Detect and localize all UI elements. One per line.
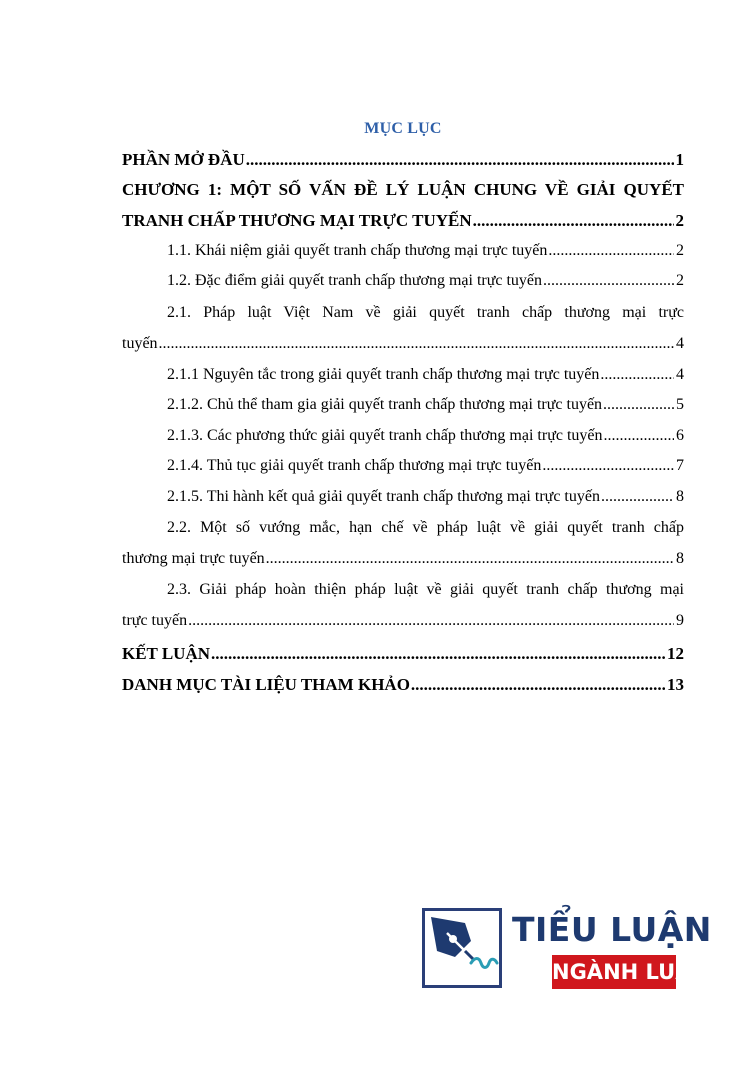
- logo-subtitle: NGÀNH LUẬT: [552, 955, 676, 989]
- toc-entry-1-2[interactable]: [167, 271, 684, 291]
- toc-entry-label: 2.1.5. Thi hành kết quả giải quyết tranh chấp thương mại trực tuyến: [167, 488, 600, 505]
- toc-entry-label: thương mại trực tuyến: [122, 550, 265, 567]
- toc-entry-page: 6: [676, 427, 684, 444]
- dot-leader: [159, 334, 674, 354]
- dot-leader: [548, 241, 674, 261]
- toc-entry-2-1-4[interactable]: [167, 456, 684, 476]
- toc-entry-chapter1[interactable]: [122, 211, 684, 231]
- dot-leader: [246, 150, 674, 170]
- dot-leader: [603, 395, 674, 415]
- dot-leader: [600, 365, 674, 385]
- toc-entry-label: tuyến: [122, 335, 158, 352]
- dot-leader: [604, 426, 674, 446]
- toc-entry-2-1[interactable]: [122, 334, 684, 354]
- toc-entry-2-1-1[interactable]: [167, 365, 684, 385]
- toc-entry-2-2-line1[interactable]: 2.2. Một số vướng mắc, hạn chế về pháp luật về giải quyết tranh chấp: [167, 519, 684, 536]
- toc-entry-label: PHẦN MỞ ĐẦU: [122, 150, 245, 169]
- toc-entry-page: 1: [675, 150, 684, 169]
- toc-entry-label: KẾT LUẬN: [122, 644, 211, 663]
- toc-entry-page: 8: [676, 550, 684, 567]
- toc-entry-label: trực tuyến: [122, 612, 188, 629]
- toc-entry-2-1-3[interactable]: [167, 426, 684, 446]
- dot-leader: [411, 675, 665, 695]
- logo-title: TIỂU LUẬN: [512, 910, 712, 949]
- dot-leader: [266, 549, 674, 569]
- toc-entry-2-3-line1[interactable]: 2.3. Giải pháp hoàn thiện pháp luật về giải quyết tranh chấp thương mại: [167, 581, 684, 598]
- tieu-luan-logo: [422, 908, 712, 990]
- dot-leader: [188, 611, 674, 631]
- toc-entry-2-3[interactable]: [122, 611, 684, 631]
- dot-leader: [543, 271, 674, 291]
- toc-entry-2-2[interactable]: [122, 549, 684, 569]
- toc-entry-label: 2.1.3. Các phương thức giải quyết tranh chấp thương mại trực tuyến: [167, 427, 603, 444]
- toc-entry-label: DANH MỤC TÀI LIỆU THAM KHẢO: [122, 675, 410, 694]
- toc-entry-page: 2: [675, 211, 684, 230]
- dot-leader: [601, 487, 674, 507]
- toc-entry-label: 2.1.1 Nguyên tắc trong giải quyết tranh chấp thương mại trực tuyến: [167, 366, 600, 383]
- toc-entry-conclusion[interactable]: [122, 644, 684, 664]
- toc-entry-page: 13: [667, 675, 684, 694]
- toc-entry-label: 2.1.4. Thủ tục giải quyết tranh chấp thương mại trực tuyến: [167, 457, 542, 474]
- toc-entry-page: 5: [676, 396, 684, 413]
- toc-entry-references[interactable]: [122, 675, 684, 695]
- toc-entry-label: TRANH CHẤP THƯƠNG MẠI TRỰC TUYẾN: [122, 211, 472, 230]
- toc-entry-page: 2: [676, 242, 684, 259]
- toc-entry-page: 7: [676, 457, 684, 474]
- dot-leader: [473, 211, 674, 231]
- fountain-pen-icon: [422, 908, 502, 988]
- dot-leader: [211, 644, 665, 664]
- toc-entry-1-1[interactable]: [167, 241, 684, 261]
- toc-entry-label: 1.1. Khái niệm giải quyết tranh chấp thương mại trực tuyến: [167, 242, 548, 259]
- toc-entry-label: 1.2. Đặc điểm giải quyết tranh chấp thương mại trực tuyến: [167, 272, 543, 289]
- toc-entry-page: 12: [667, 644, 684, 663]
- toc-entry-page: 8: [676, 488, 684, 505]
- toc-entry-2-1-2[interactable]: [167, 395, 684, 415]
- toc-title: MỤC LỤC: [364, 120, 442, 137]
- toc-entry-chapter1-line1[interactable]: CHƯƠNG 1: MỘT SỐ VẤN ĐỀ LÝ LUẬN CHUNG VỀ GIẢI QUYẾT: [122, 180, 684, 199]
- toc-entry-label: 2.1.2. Chủ thể tham gia giải quyết tranh chấp thương mại trực tuyến: [167, 396, 603, 413]
- toc-entry-2-1-5[interactable]: [167, 487, 684, 507]
- toc-entry-page: 4: [676, 335, 684, 352]
- toc-entry-intro[interactable]: [122, 150, 684, 170]
- toc-entry-page: 4: [676, 366, 684, 383]
- dot-leader: [542, 456, 674, 476]
- toc-entry-page: 2: [676, 272, 684, 289]
- toc-entry-2-1-line1[interactable]: 2.1. Pháp luật Việt Nam về giải quyết tranh chấp thương mại trực: [167, 304, 684, 321]
- toc-entry-page: 9: [676, 612, 684, 629]
